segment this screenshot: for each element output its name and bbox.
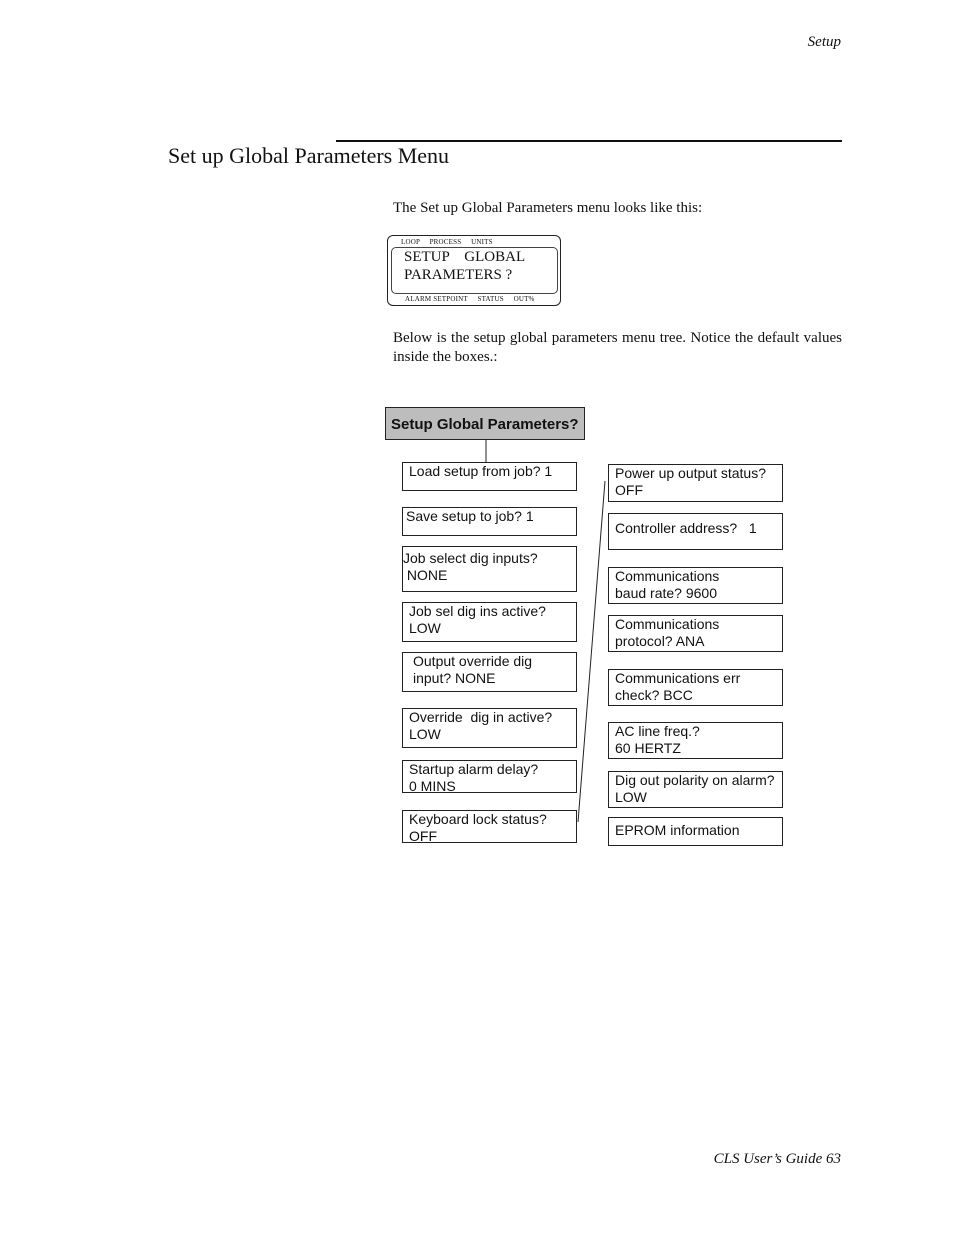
menu-item-controller-address (608, 513, 783, 550)
tree-description: Below is the setup global parameters menu tree. Notice the default values inside the boxes.: (393, 330, 842, 365)
menu-item-line: Communications err (615, 670, 741, 686)
menu-item-job-select-inputs (402, 546, 577, 592)
menu-item-load-setup (402, 462, 577, 491)
menu-item-error-check (608, 669, 783, 706)
menu-item-baud-rate (608, 567, 783, 604)
menu-item-value: baud rate? 9600 (615, 585, 717, 601)
menu-item-line: Job sel dig ins active? (409, 603, 546, 619)
menu-item-override-active (402, 708, 577, 748)
menu-item-line: AC line freq.? (615, 723, 700, 739)
menu-item-value: 60 HERTZ (615, 740, 681, 756)
menu-item-value: OFF (615, 482, 643, 498)
menu-item-line: Communications (615, 616, 720, 632)
menu-item-ac-line-freq (608, 722, 783, 759)
menu-item-line: Dig out polarity on alarm? (615, 772, 775, 788)
menu-item-value: NONE (403, 567, 448, 583)
menu-item-save-setup (402, 507, 577, 536)
tree-root-box: Setup Global Parameters? (385, 407, 585, 440)
menu-item-line: Startup alarm delay? (409, 761, 539, 777)
menu-item-line: Power up output status? (615, 465, 766, 481)
menu-item-keyboard-lock (402, 810, 577, 843)
menu-item-value: LOW (615, 789, 647, 805)
menu-item-value: input? NONE (413, 670, 496, 686)
menu-item-line: Communications (615, 568, 720, 584)
menu-item-value: protocol? ANA (615, 633, 705, 649)
page-title: Set up Global Parameters Menu (168, 143, 450, 168)
menu-item-line: Save setup to job? 1 (406, 508, 534, 524)
menu-item-startup-alarm-delay (402, 760, 577, 793)
menu-item-line: Load setup from job? 1 (409, 463, 553, 479)
intro-paragraph: The Set up Global Parameters menu looks like this: (393, 200, 703, 216)
menu-item-value: 0 MINS (409, 778, 456, 794)
lcd-line-1: SETUP GLOBAL (404, 249, 526, 265)
menu-item-eprom-info (608, 817, 783, 846)
column-connector (578, 481, 605, 822)
menu-item-line: Job select dig inputs? (403, 550, 538, 566)
menu-item-output-override (402, 652, 577, 692)
menu-item-line: Output override dig (413, 653, 533, 669)
lcd-top-labels: LOOP PROCESS UNITS (401, 238, 493, 246)
lcd-bottom-labels: ALARM SETPOINT STATUS OUT% (405, 295, 535, 303)
menu-item-value: OFF (409, 828, 437, 844)
menu-item-value: LOW (409, 620, 441, 636)
menu-item-power-up-output (608, 464, 783, 502)
menu-item-value: check? BCC (615, 687, 693, 703)
menu-item-line: EPROM information (615, 822, 740, 838)
menu-item-dig-out-polarity (608, 771, 783, 808)
menu-item-value: LOW (409, 726, 441, 742)
lcd-line-2: PARAMETERS ? (404, 267, 513, 283)
running-header: Setup (807, 34, 841, 50)
page-footer: CLS User’s Guide 63 (713, 1151, 841, 1167)
menu-item-line: Keyboard lock status? (409, 811, 547, 827)
menu-item-line: Controller address? 1 (615, 520, 757, 536)
menu-item-line: Override dig in active? (409, 709, 553, 725)
menu-item-protocol (608, 615, 783, 652)
menu-item-job-sel-active (402, 602, 577, 642)
